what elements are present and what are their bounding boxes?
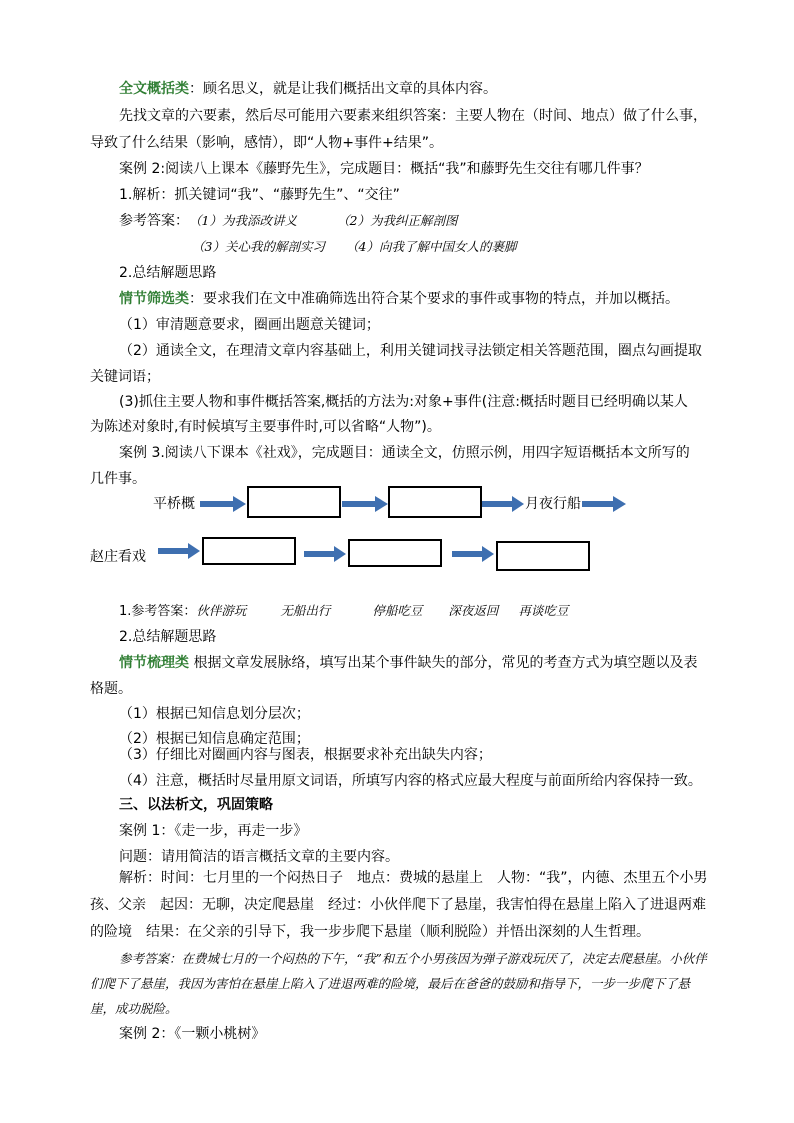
s1-p2a: 先找文章的六要素，然后尽可能用六要素来组织答案：主要人物在（时间、地点）做了什么事， [119, 108, 707, 124]
s3-i3: （3）仔细比对圈画内容与图表，根据要求补充出缺失内容； [119, 747, 492, 763]
flow-blank-box-4 [348, 539, 442, 567]
right-arrow-icon [482, 494, 526, 514]
s2-ref-item-1: 无船出行 [280, 603, 331, 618]
s1-summary: 2.总结解题思路 [119, 265, 217, 281]
s2-ref-item-2: 停船吃豆 [372, 603, 423, 618]
s2-case3b: 几件事。 [90, 471, 146, 487]
s1-ref-row1 [119, 211, 457, 231]
s1-text: ：顾名思义，就是让我们概括出文章的具体内容。 [189, 81, 497, 97]
flow-mid-label: 月夜行船 [525, 496, 581, 512]
s3-text: 根据文章发展脉络，填写出某个事件缺失的部分，常见的考查方式为填空题以及表 [189, 655, 698, 671]
s1-ref-a2: （2）为我纠正解剖图 [337, 213, 458, 228]
s3-i2: （2）根据已知信息确定范围； [119, 731, 310, 747]
s2-i1: （1）审清题意要求，圈画出题意关键词； [119, 317, 380, 333]
flow-blank-box-2 [388, 486, 482, 518]
s1-case2: 案例 2:阅读八上课本《藤野先生》，完成题目：概括“我”和藤野先生交往有哪几件事？ [119, 161, 649, 177]
right-arrow-icon [342, 494, 390, 514]
flow-blank-box-3 [202, 537, 296, 565]
s2-summary: 2.总结解题思路 [119, 629, 217, 645]
s1-analysis: 1.解析：抓关键词“我”、“藤野先生”、“交往” [119, 187, 400, 203]
s1-ref-label: 参考答案： [119, 213, 189, 229]
s3-text2: 格题。 [90, 681, 132, 697]
s3-i1: （1）根据已知信息划分层次； [119, 706, 310, 722]
right-arrow-icon [200, 494, 248, 514]
s4-heading: 三、以法析文，巩固策略 [119, 797, 273, 813]
s1-title: 全文概括类 [119, 81, 189, 97]
s2-ref-row [119, 601, 568, 622]
s2-i3b: 为陈述对象时,有时候填写主要事件时,可以省略“人物”)。 [90, 419, 441, 435]
flow-row2-label: 赵庄看戏 [90, 549, 146, 565]
flow-blank-box-5 [496, 541, 590, 571]
s2-i2a: （2）通读全文，在理清文章内容基础上，利用关键词找寻法锁定相关答题范围，圈点勾画提取 [119, 343, 702, 359]
s2-text: ：要求我们在文中准确筛选出符合某个要求的事件或事物的特点，并加以概括。 [189, 291, 679, 307]
s2-ref-item-0: 伙伴游玩 [196, 603, 247, 618]
s2-ref-item-4: 再谈吃豆 [518, 603, 569, 618]
flow-start-label: 平桥概 [153, 496, 195, 512]
s4-answer: 参考答案：在费城七月的一个闷热的下午，“我”和五个小男孩因为弹子游戏玩厌了，决定去爬悬崖。小伙伴们爬下了悬崖，我因为害怕在悬崖上陷入了进退两难的险境，最后在爸爸的鼓励和指导下，一步一步爬下了悬崖，成功脱险。 [90, 951, 707, 1016]
s3-intro [119, 653, 697, 673]
s1-ref-a4: （4）向我了解中国女人的裹脚 [346, 239, 517, 254]
s1-ref-a3: （3）关心我的解剖实习 [192, 239, 325, 254]
right-arrow-icon [158, 541, 202, 561]
flow-blank-box-1 [247, 486, 341, 518]
s1-intro [119, 79, 497, 99]
s2-intro [119, 289, 679, 309]
right-arrow-icon [582, 494, 628, 514]
right-arrow-icon [304, 544, 348, 564]
s2-ref-label: 1.参考答案： [119, 604, 197, 619]
right-arrow-icon [452, 544, 496, 564]
s2-i2b: 关键词语； [90, 369, 160, 385]
s1-ref-a1: （1）为我添改讲义 [189, 213, 297, 228]
s3-title: 情节梳理类 [119, 655, 189, 671]
s2-ref-item-3: 深夜返回 [448, 603, 499, 618]
s2-case3a: 案例 3.阅读八下课本《社戏》，完成题目：通读全文，仿照示例，用四字短语概括本文所写的 [119, 445, 690, 461]
s1-p2b: 导致了什么结果（影响，感情），即“人物+事件+结果”。 [90, 135, 443, 151]
s4-case1: 案例 1：《走一步，再走一步》 [119, 823, 308, 839]
s2-i3a: (3)抓住主要人物和事件概括答案,概括的方法为:对象+事件(注意:概括时题目已经明确以某人 [119, 394, 688, 410]
s4-analysis: 解析：时间：七月里的一个闷热日子 地点：费城的悬崖上 人物：“我”，内德、杰里五个小男孩、父亲 起因：无聊，决定爬悬崖 经过：小伙伴爬下了悬崖，我害怕得在悬崖上陷入了进退两难的险境 结果：在父亲的引导下，我一步步爬下悬崖（顺利脱险）并悟出深刻的人生哲理。 [90, 870, 708, 940]
s2-title: 情节筛选类 [119, 291, 189, 307]
s1-ref-row2 [192, 237, 516, 257]
s3-i4: （4）注意，概括时尽量用原文词语，所填写内容的格式应最大程度与前面所给内容保持一致。 [119, 773, 702, 789]
s4-case2: 案例 2：《一颗小桃树》 [119, 1026, 266, 1042]
s4-question: 问题：请用简洁的语言概括文章的主要内容。 [119, 849, 399, 865]
